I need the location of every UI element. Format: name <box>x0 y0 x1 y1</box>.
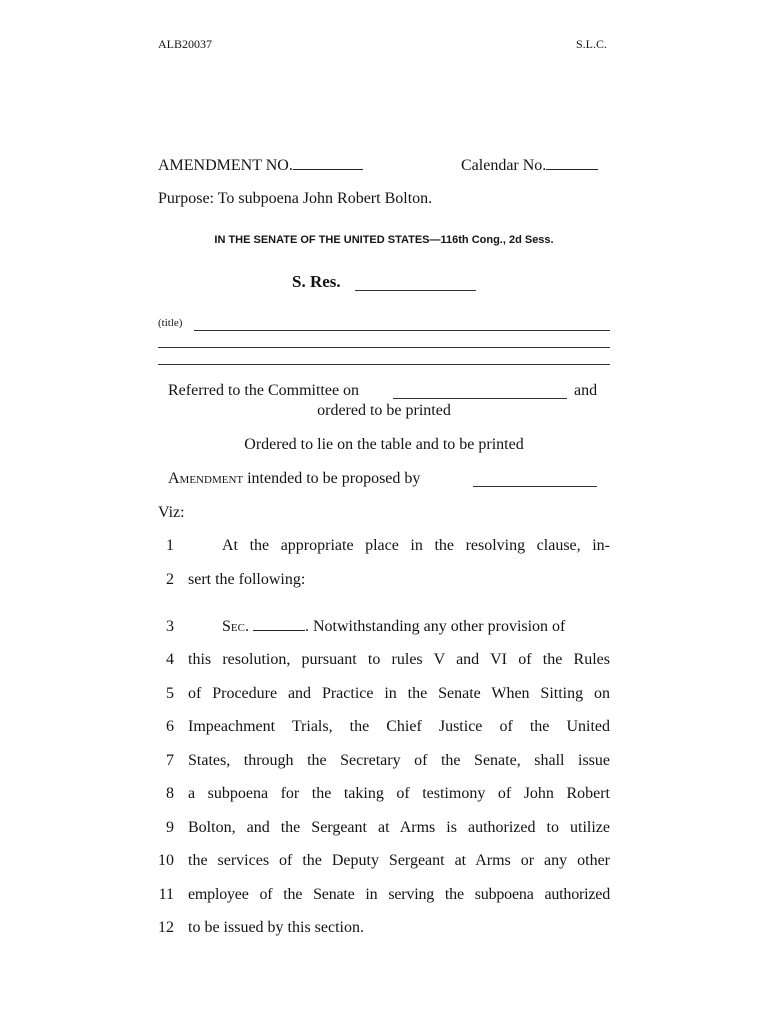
line-number: 10 <box>158 852 174 869</box>
line-text: Impeachment Trials, the Chief Justice of the United <box>188 718 610 735</box>
line-text: a subpoena for the taking of testimony of John Robert <box>188 785 610 802</box>
amendment-number-blank <box>293 169 363 170</box>
calendar-number <box>461 157 598 175</box>
section-line <box>222 618 610 636</box>
line-number: 6 <box>166 718 174 735</box>
amendment-word: Amendment <box>168 470 244 487</box>
line-text: to be issued by this section. <box>188 919 364 936</box>
line-number: 3 <box>166 618 174 635</box>
line-text: the services of the Deputy Sergeant at Arms or any other <box>188 852 610 869</box>
proposer-blank <box>473 486 597 487</box>
calendar-number-label: Calendar No. <box>461 157 547 174</box>
line-number: 11 <box>158 886 174 903</box>
title-rule-3 <box>158 364 610 365</box>
line-number: 5 <box>166 685 174 702</box>
senate-session-line: IN THE SENATE OF THE UNITED STATES—116th Cong., 2d Sess. <box>214 234 554 246</box>
title-rule-1 <box>194 330 610 331</box>
title-label: (title) <box>158 317 183 329</box>
line-text: of Procedure and Practice in the Senate When Sitting on <box>188 685 610 702</box>
amendment-number-label: AMENDMENT NO. <box>158 157 293 174</box>
intended-text: intended to be proposed by <box>247 470 421 487</box>
line-number: 9 <box>166 819 174 836</box>
ordered-to-be-printed: ordered to be printed <box>317 402 451 419</box>
line-text-content: . Notwithstanding any other provision of <box>304 618 566 635</box>
line-text: States, through the Secretary of the Senate, shall issue <box>188 752 610 769</box>
line-text: sert the following: <box>188 571 306 588</box>
resolution-label: S. Res. <box>292 272 341 291</box>
calendar-number-blank <box>546 169 598 170</box>
referred-and: and <box>574 382 598 399</box>
resolution-number <box>292 272 341 292</box>
referred-committee-line <box>168 382 359 400</box>
line-number: 7 <box>166 752 174 769</box>
line-text <box>222 537 610 555</box>
resolution-blank <box>355 290 476 291</box>
purpose: Purpose: To subpoena John Robert Bolton. <box>158 190 433 207</box>
line-number: 4 <box>166 651 174 668</box>
viz-label: Viz: <box>158 504 185 521</box>
line-number: 2 <box>166 571 174 588</box>
line-number: 12 <box>158 919 174 936</box>
referred-text: Referred to the Committee on <box>168 382 360 399</box>
document-id: ALB20037 <box>158 37 212 51</box>
amendment-intended-line <box>168 470 420 488</box>
committee-blank <box>393 398 567 399</box>
title-rule-2 <box>158 347 610 348</box>
line-text: Bolton, and the Sergeant at Arms is authorized to utilize <box>188 819 610 836</box>
line-text: this resolution, pursuant to rules V and VI of the Rules <box>188 651 610 668</box>
office-code: S.L.C. <box>576 37 608 51</box>
ordered-to-lie: Ordered to lie on the table and to be printed <box>244 436 524 453</box>
line-number: 8 <box>166 785 174 802</box>
line-number: 1 <box>166 537 174 554</box>
line-text: employee of the Senate in serving the subpoena authorized <box>188 886 610 903</box>
amendment-number <box>158 157 363 175</box>
line-text-content: At the appropriate place in the resolving clause, in- <box>222 537 610 554</box>
section-label: Sec. <box>222 618 249 635</box>
section-number-blank <box>253 630 305 631</box>
